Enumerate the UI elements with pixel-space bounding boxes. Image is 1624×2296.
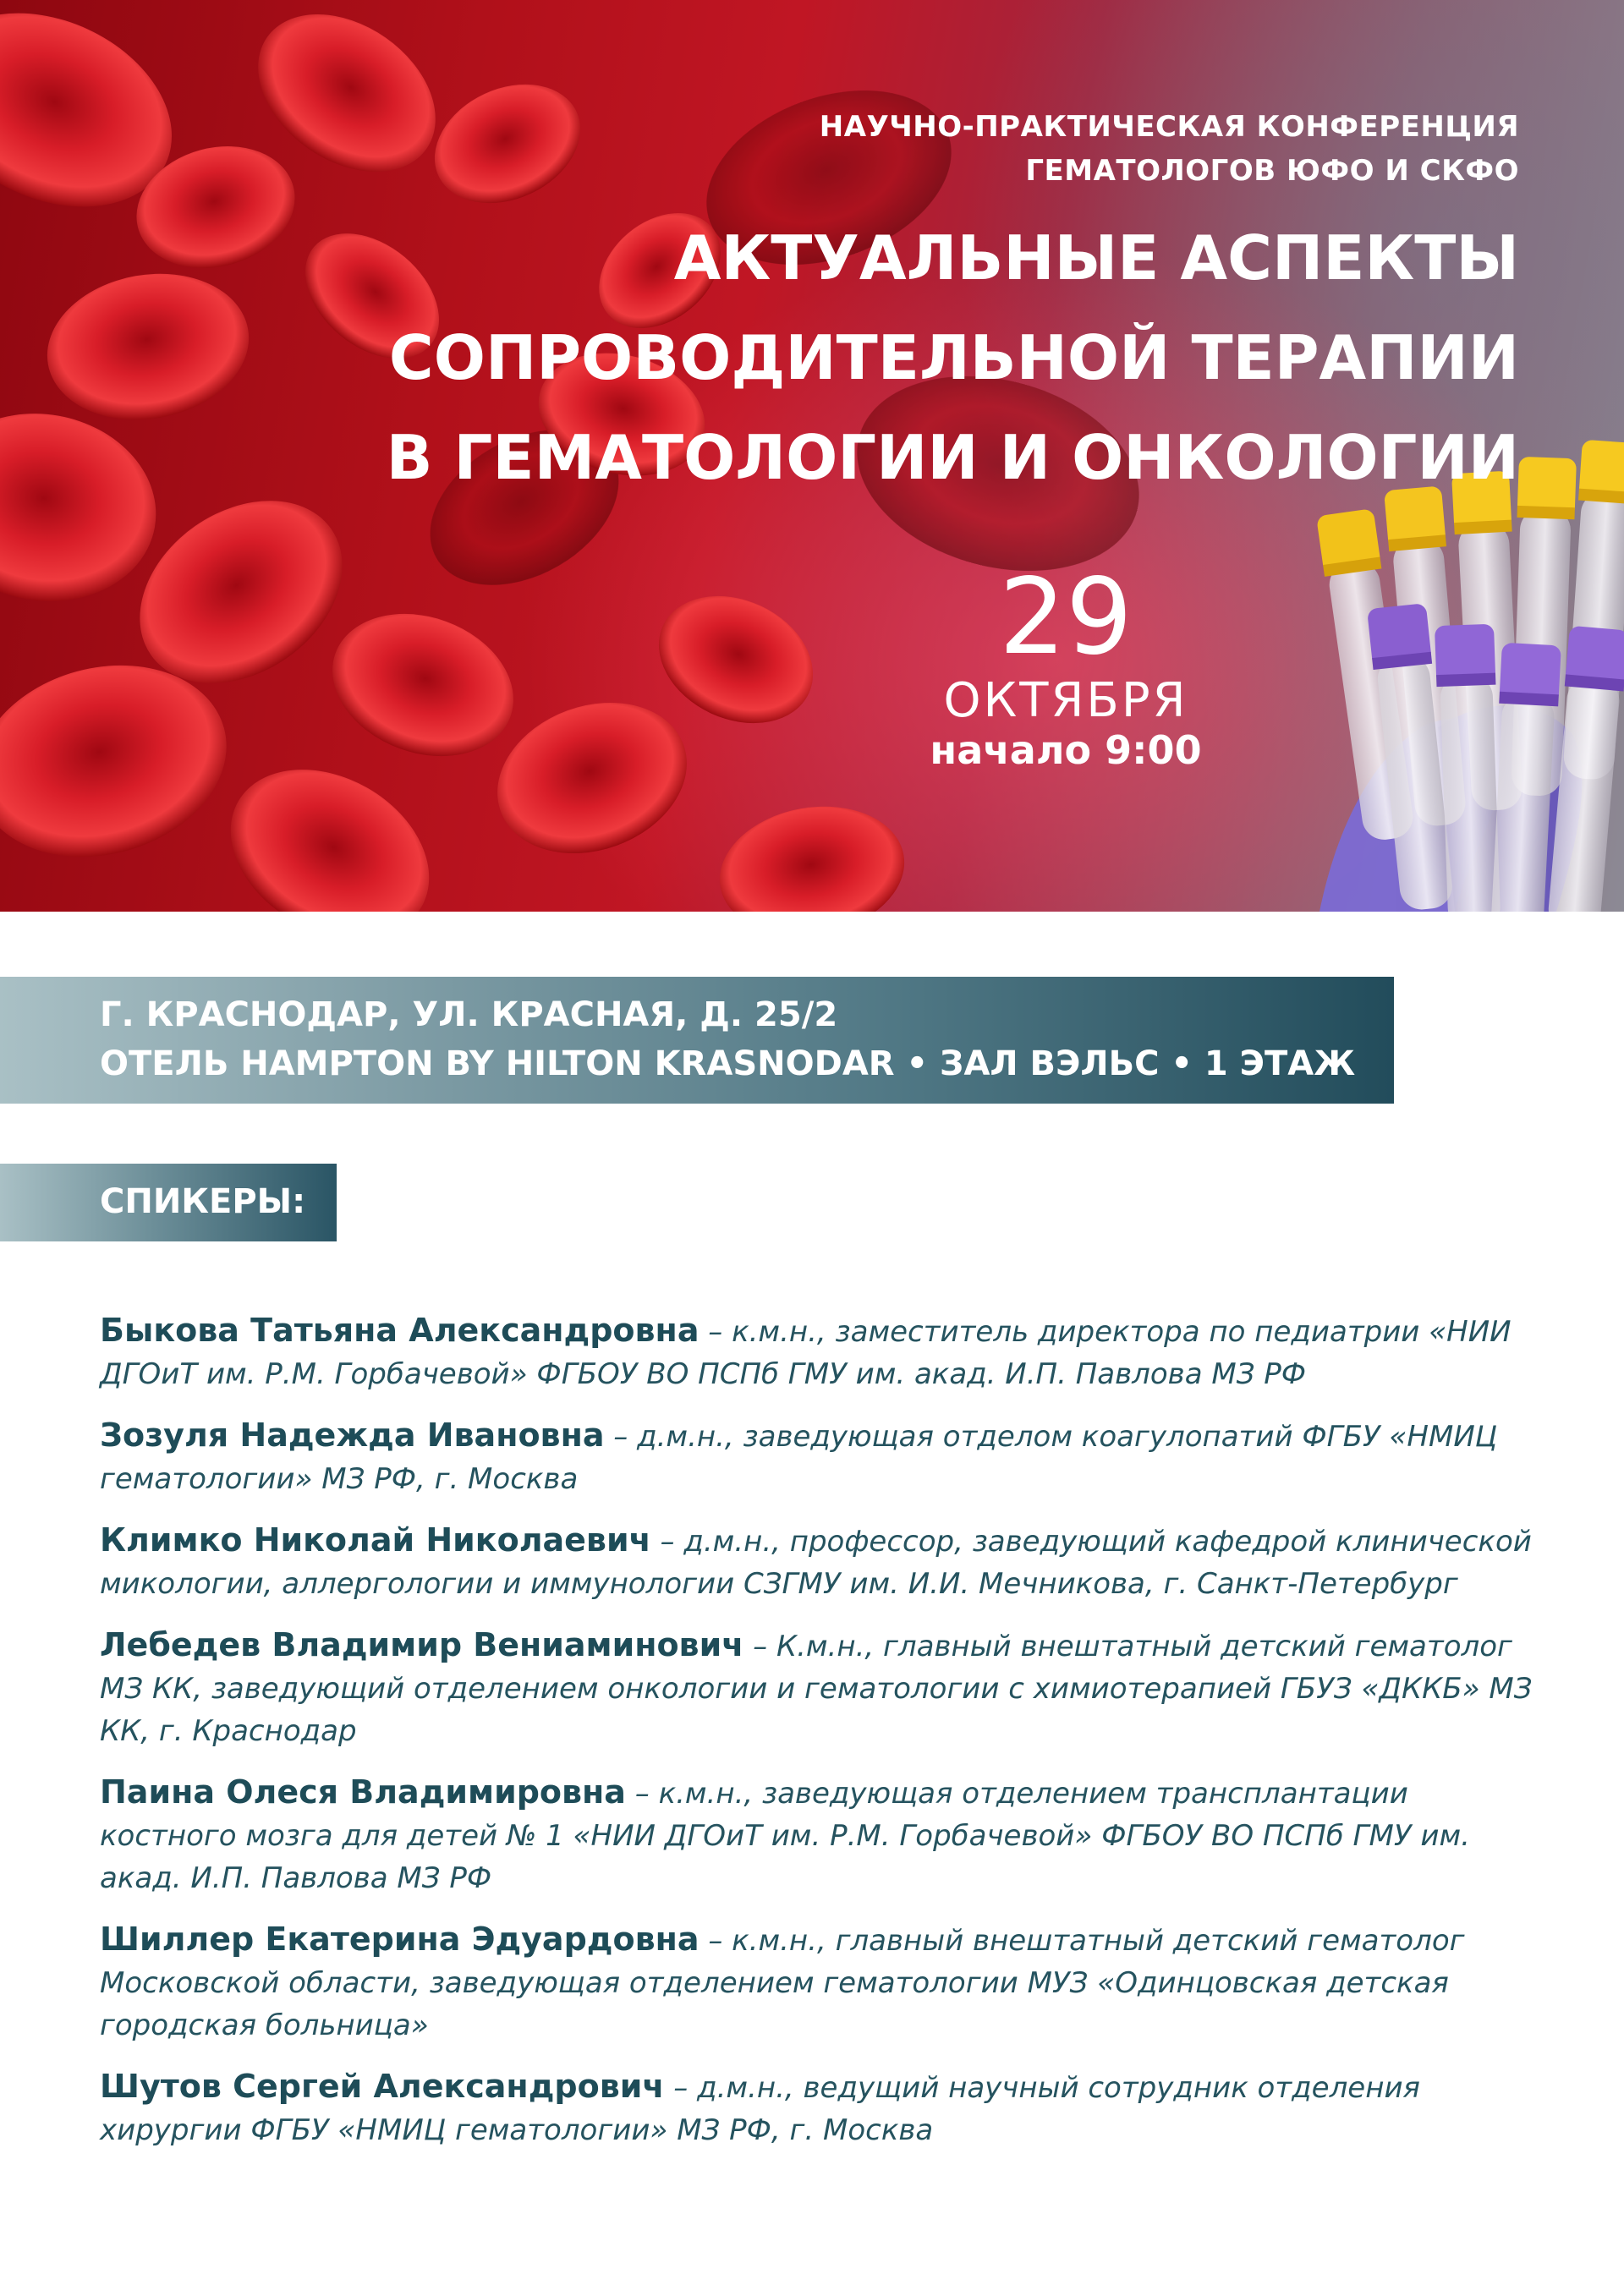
event-date	[914, 556, 1218, 774]
venue-hotel: ОТЕЛЬ HAMPTON BY HILTON KRASNODAR • ЗАЛ ВЭЛЬС • 1 ЭТАЖ	[100, 1044, 1356, 1083]
speaker-item	[100, 1519, 1538, 1605]
speaker-description: – К.м.н., главный внештатный детский гематолог МЗ КК, заведующий отделением онкологии и гематологии с химиотерапией ГБУЗ «ДККБ» МЗ КК, г. Краснодар	[100, 1630, 1533, 1748]
speaker-name: Шиллер Екатерина Эдуардовна	[100, 1921, 700, 1958]
speaker-description: – д.м.н., ведущий научный сотрудник отделения хирургии ФГБУ «НМИЦ гематологии» МЗ РФ, г. Москва	[100, 2071, 1420, 2147]
speaker-item	[100, 2065, 1538, 2151]
venue-bar	[0, 977, 1394, 1104]
speaker-description: – к.м.н., главный внештатный детский гематолог Московской области, заведующая отделением гематологии МУЗ «Одинцовская детская городская больница»	[100, 1924, 1465, 2042]
date-day: 29	[999, 556, 1133, 678]
conference-title: АКТУАЛЬНЫЕ АСПЕКТЫ СОПРОВОДИТЕЛЬНОЙ ТЕРАПИИ В ГЕМАТОЛОГИИ И ОНКОЛОГИИ	[386, 222, 1519, 493]
speaker-description: – к.м.н., заведующая отделением трансплантации костного мозга для детей № 1 «НИИ ДГОиТ им. Р.М. Горбачевой» ФГБОУ ВО ПСПб ГМУ им. акад. И.П. Павлова МЗ РФ	[100, 1777, 1470, 1895]
speaker-name: Зозуля Надежда Ивановна	[100, 1417, 605, 1454]
speakers-list	[100, 1309, 1538, 2170]
date-month: ОКТЯБРЯ	[943, 673, 1188, 728]
speakers-heading-bar	[0, 1164, 337, 1241]
speaker-item	[100, 1624, 1538, 1752]
hero-banner	[0, 0, 1624, 912]
venue-address: Г. КРАСНОДАР, УЛ. КРАСНАЯ, Д. 25/2	[100, 995, 838, 1034]
start-time: начало 9:00	[930, 727, 1202, 773]
speaker-item	[100, 1771, 1538, 1899]
speaker-item	[100, 1309, 1538, 1395]
speaker-name: Климко Николай Николаевич	[100, 1521, 651, 1559]
speaker-name: Лебедев Владимир Вениаминович	[100, 1626, 744, 1663]
speaker-name: Быкова Татьяна Александровна	[100, 1312, 700, 1349]
speakers-heading: СПИКЕРЫ:	[100, 1182, 306, 1221]
speaker-description: – д.м.н., профессор, заведующий кафедрой клинической микологии, аллергологии и иммунологии СЗГМУ им. И.И. Мечникова, г. Санкт-Петербург	[100, 1525, 1532, 1601]
speaker-item	[100, 1414, 1538, 1500]
speaker-description: – к.м.н., заместитель директора по педиатрии «НИИ ДГОиТ им. Р.М. Горбачевой» ФГБОУ ВО ПСПб ГМУ им. акад. И.П. Павлова МЗ РФ	[100, 1315, 1512, 1391]
speaker-name: Шутов Сергей Александрович	[100, 2068, 665, 2105]
speaker-name: Паина Олеся Владимировна	[100, 1773, 626, 1811]
speaker-description: – д.м.н., заведующая отделом коагулопатий ФГБУ «НМИЦ гематологии» МЗ РФ, г. Москва	[100, 1420, 1498, 1496]
conference-subtitle: НАУЧНО-ПРАКТИЧЕСКАЯ КОНФЕРЕНЦИЯ ГЕМАТОЛОГОВ ЮФО И СКФО	[819, 110, 1519, 188]
speaker-item	[100, 1918, 1538, 2047]
